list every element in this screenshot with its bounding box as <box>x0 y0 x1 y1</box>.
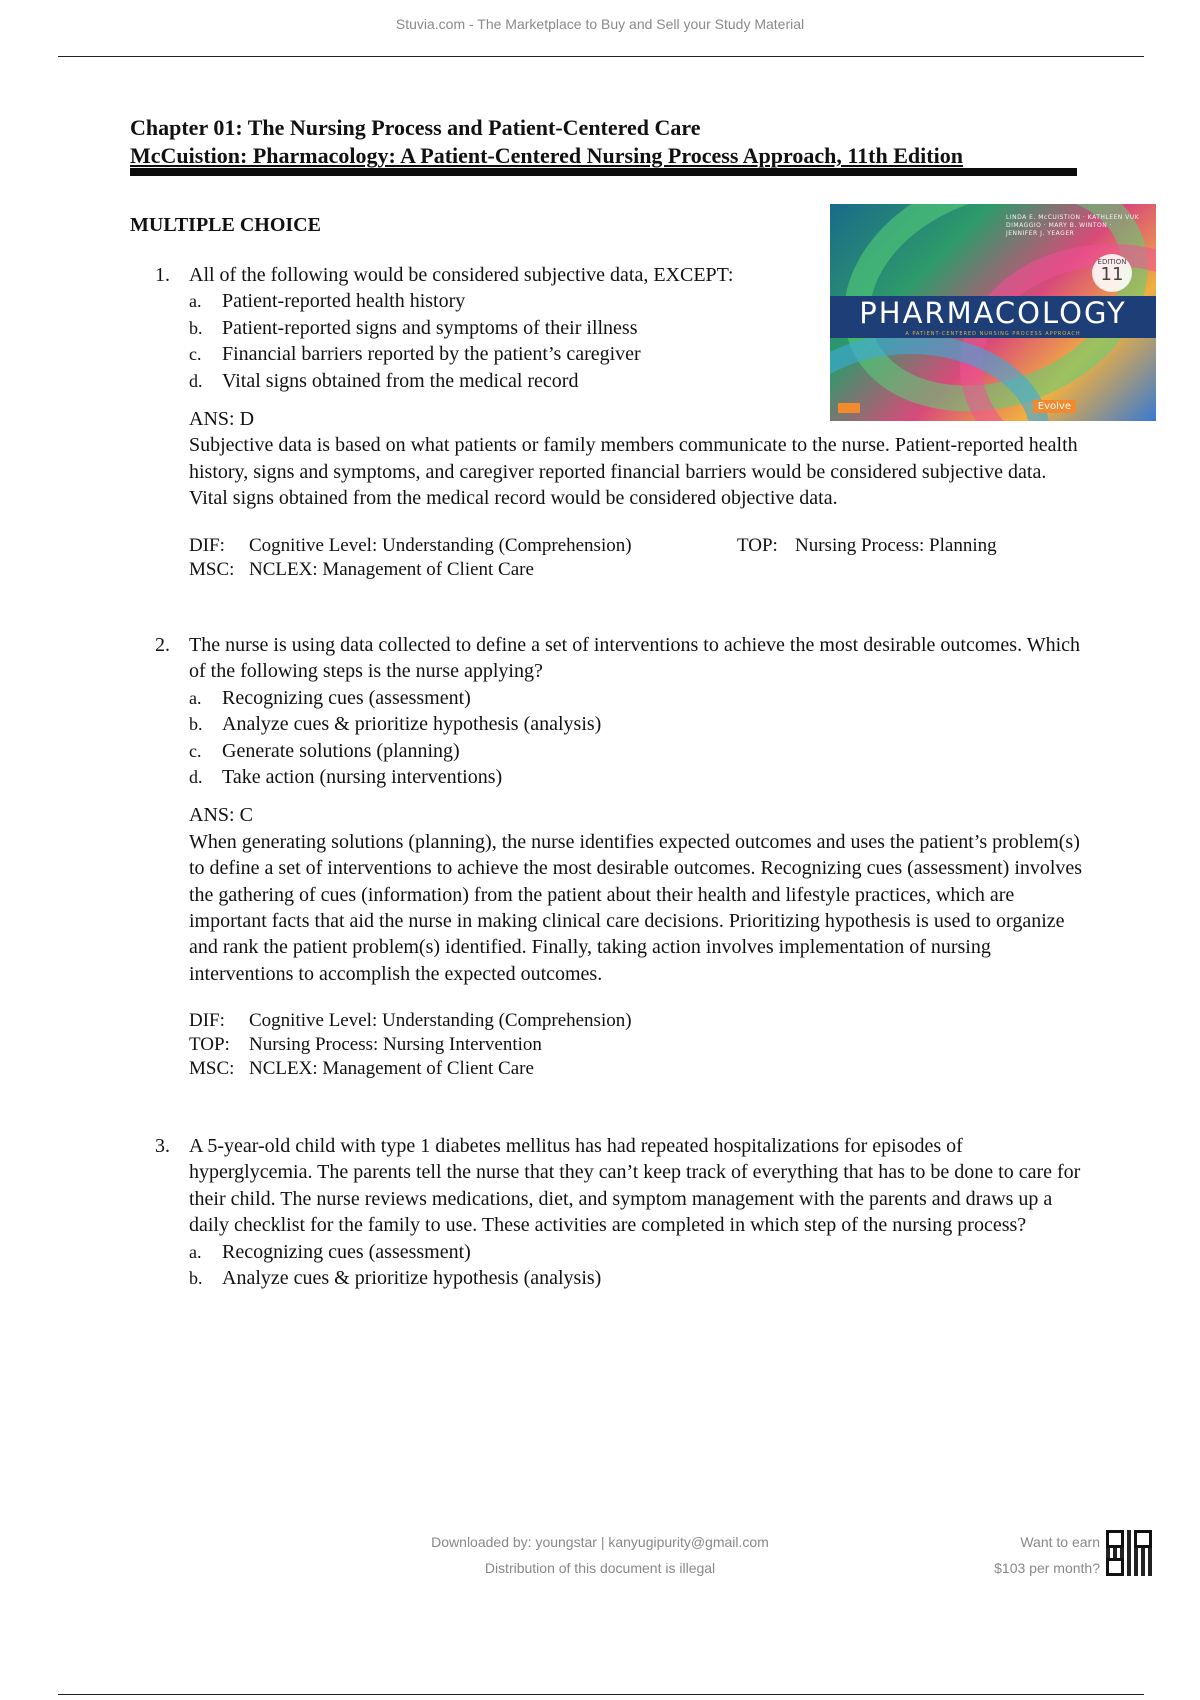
answer-options <box>155 1239 1085 1292</box>
option-b <box>155 711 1085 737</box>
question-stem <box>155 1133 1085 1239</box>
msc-value: NCLEX: Management of Client Care <box>249 1058 534 1080</box>
question-text: A 5-year-old child with type 1 diabetes mellitus has had repeated hospitalizations for episodes of hyperglycemia. The parents tell the nurse that they can’t keep track of everything that has to be done to care for their child. The nurse reviews medications, diet, and symptom management with the parents and draws up a daily checklist for the family to use. These activities are completed in which step of the nursing process? <box>189 1135 1081 1237</box>
site-banner: Stuvia.com - The Marketplace to Buy and Sell your Study Material <box>395 16 805 32</box>
earn-promo-amount[interactable]: $103 per month? <box>994 1560 1100 1576</box>
option-a <box>155 1239 1085 1265</box>
option-text: Patient-reported signs and symptoms of their illness <box>222 316 638 339</box>
cover-title: PHARMACOLOGY <box>859 296 1127 330</box>
distribution-notice: Distribution of this document is illegal <box>484 1560 716 1576</box>
cover-edition-number: 11 <box>1100 264 1124 285</box>
option-c <box>155 738 1085 764</box>
option-letter: c. <box>189 740 202 761</box>
cover-subtitle: A PATIENT-CENTERED NURSING PROCESS APPROACH <box>905 331 1081 337</box>
cover-authors: LINDA E. McCUISTION · KATHLEEN VUK DIMAGGIO · MARY B. WINTON · JENNIFER J. YEAGER <box>1006 214 1140 237</box>
meta-row-top <box>189 1033 1085 1057</box>
qr-corner <box>1134 1530 1152 1548</box>
title-rule <box>130 168 1077 176</box>
option-letter: a. <box>189 1241 202 1262</box>
question-metadata <box>155 534 1085 582</box>
dif-value: Cognitive Level: Understanding (Comprehension) <box>249 534 632 556</box>
option-text: Analyze cues & prioritize hypothesis (analysis) <box>222 713 602 736</box>
question-3 <box>155 1133 1085 1291</box>
chapter-title: Chapter 01: The Nursing Process and Patient-Centered Care <box>130 115 701 140</box>
meta-row-dif <box>189 534 1085 558</box>
option-text: Patient-reported health history <box>222 290 466 313</box>
rationale: Subjective data is based on what patients or family members communicate to the nurse. Patient-reported health history, signs and symptoms, and caregiver reported financial barriers would be considered subjective data. Vital signs obtained from the medical record would be considered objective data. <box>189 434 1078 510</box>
option-letter: d. <box>189 767 203 788</box>
option-a <box>155 288 1085 314</box>
option-letter: c. <box>189 344 202 365</box>
option-text: Recognizing cues (assessment) <box>222 1240 471 1263</box>
option-letter: b. <box>189 1268 203 1289</box>
cover-edition-badge <box>1092 254 1132 292</box>
question-stem <box>155 632 1085 685</box>
option-a <box>155 685 1085 711</box>
option-letter: a. <box>189 291 202 312</box>
option-text: Analyze cues & prioritize hypothesis (analysis) <box>222 1267 602 1290</box>
question-stem <box>155 262 1085 288</box>
option-letter: b. <box>189 317 203 338</box>
qr-corner <box>1106 1530 1124 1548</box>
qr-corner <box>1106 1558 1124 1576</box>
option-d <box>155 368 1085 394</box>
meta-top <box>737 534 997 558</box>
question-1 <box>155 262 1085 582</box>
option-letter: d. <box>189 370 203 391</box>
dif-tag: DIF: <box>189 534 225 556</box>
download-notice: Downloaded by: youngstar | kanyugipurity@gmail.com <box>431 1534 769 1550</box>
option-text: Vital signs obtained from the medical record <box>222 369 579 392</box>
answer-key: ANS: C <box>189 804 253 827</box>
dif-tag: DIF: <box>189 1010 225 1032</box>
option-letter: b. <box>189 714 203 735</box>
meta-row-dif <box>189 1009 1085 1033</box>
cover-evolve-badge: Evolve <box>1033 400 1076 413</box>
earn-promo-link[interactable]: Want to earn <box>1020 1534 1100 1550</box>
question-number: 1. <box>155 264 170 286</box>
cover-edition-word: EDITION <box>1097 258 1127 266</box>
section-heading: MULTIPLE CHOICE <box>130 214 321 236</box>
option-letter: a. <box>189 687 202 708</box>
question-2 <box>155 632 1085 1081</box>
msc-tag: MSC: <box>189 1058 235 1080</box>
question-number: 2. <box>155 634 170 656</box>
header-divider <box>58 56 1144 57</box>
option-text: Take action (nursing interventions) <box>222 766 503 789</box>
top-tag: TOP: <box>189 1034 230 1056</box>
msc-tag: MSC: <box>189 558 235 580</box>
footer-divider <box>58 1694 1144 1695</box>
option-b <box>155 1265 1085 1291</box>
option-b <box>155 315 1085 341</box>
option-c <box>155 341 1085 367</box>
top-value: Nursing Process: Nursing Intervention <box>249 1034 542 1056</box>
question-text: The nurse is using data collected to define a set of interventions to achieve the most desirable outcomes. Which of the following steps is the nurse applying? <box>189 634 1081 683</box>
option-text: Financial barriers reported by the patient’s caregiver <box>222 343 641 366</box>
rationale: When generating solutions (planning), the nurse identifies expected outcomes and uses the patient’s problem(s) to define a set of interventions to achieve the most desirable outcomes. Recognizing cues (assessment) involves the gathering of cues (information) from the patient about their health and lifestyle practices, which are important facts that aid the nurse in making clinical care decisions. Prioritizing hypothesis is used to organize and rank the patient problem(s) identified. Finally, taking action involves implementation of nursing interventions to accomplish the expected outcomes. <box>189 830 1083 985</box>
meta-row-msc <box>189 558 1085 582</box>
option-d <box>155 764 1085 790</box>
answer-key: ANS: D <box>189 408 255 431</box>
msc-value: NCLEX: Management of Client Care <box>249 558 534 580</box>
qr-code-icon[interactable] <box>1106 1530 1152 1576</box>
dif-value: Cognitive Level: Understanding (Comprehension) <box>249 1010 632 1032</box>
meta-row-msc <box>189 1057 1085 1081</box>
question-metadata <box>155 1009 1085 1081</box>
top-tag: TOP: <box>737 534 778 556</box>
question-number: 3. <box>155 1135 170 1157</box>
book-title: McCuistion: Pharmacology: A Patient-Centered Nursing Process Approach, 11th Edition <box>130 143 963 168</box>
question-text: All of the following would be considered subjective data, EXCEPT: <box>189 264 734 286</box>
answer-options <box>155 288 1085 394</box>
top-value: Nursing Process: Planning <box>795 534 997 556</box>
option-text: Recognizing cues (assessment) <box>222 686 471 709</box>
answer-options <box>155 685 1085 791</box>
option-text: Generate solutions (planning) <box>222 739 460 762</box>
